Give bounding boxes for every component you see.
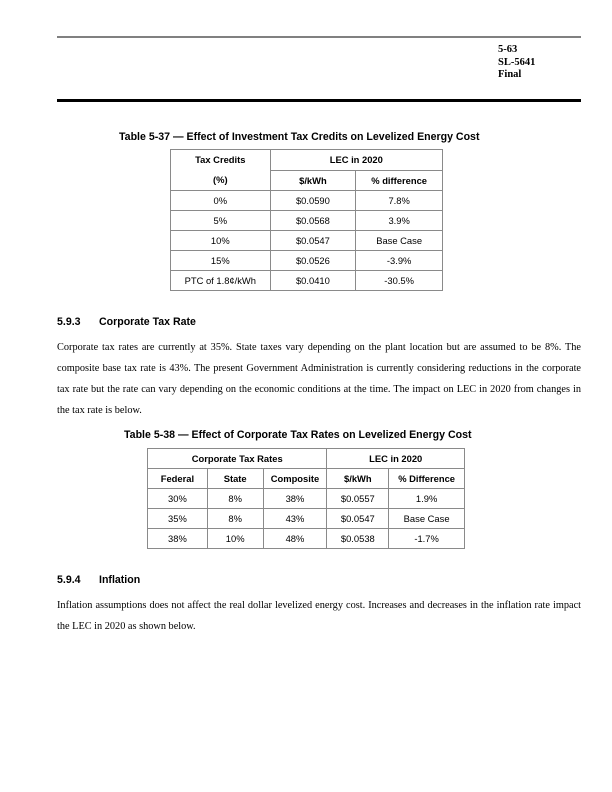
cell: 30%	[148, 489, 208, 509]
section-number: 5.9.4	[57, 574, 81, 586]
table-37-header-lec: LEC in 2020	[270, 150, 442, 171]
cell: PTC of 1.8¢/kWh	[171, 271, 271, 291]
table-38-header-diff: % Difference	[389, 469, 465, 489]
document-status: Final	[498, 69, 522, 80]
cell: -3.9%	[356, 251, 443, 271]
table-row	[171, 211, 443, 231]
cell: $0.0547	[327, 509, 389, 529]
cell: $0.0410	[270, 271, 356, 291]
table-38-header-state: State	[207, 469, 263, 489]
cell: Base Case	[389, 509, 465, 529]
cell: 10%	[171, 231, 271, 251]
table-38	[147, 448, 465, 549]
cell: 35%	[148, 509, 208, 529]
header-top-rule	[57, 36, 581, 38]
cell: Base Case	[356, 231, 443, 251]
section-title: Inflation	[99, 574, 141, 586]
cell: 10%	[207, 529, 263, 549]
cell: 0%	[171, 191, 271, 211]
section-593-paragraph: Corporate tax rates are currently at 35%. State taxes vary depending on the plant location but are assumed to be 8%. The composite base tax rate is 43%. The present Government Administration is currently considering reductions in the corporate tax rate but the rate can vary depending on the economic conditions at the time. The impact on LEC in 2020 from changes in the tax rate is below.	[57, 342, 581, 416]
table-38-caption: Table 5-38 — Effect of Corporate Tax Rates on Levelized Energy Cost	[124, 429, 472, 441]
table-row	[171, 271, 443, 291]
table-row	[171, 251, 443, 271]
page-number: 5-63	[498, 44, 518, 55]
section-heading-593	[57, 316, 196, 328]
cell: 5%	[171, 211, 271, 231]
section-number: 5.9.3	[57, 316, 81, 328]
header-bottom-rule	[57, 99, 581, 102]
cell: $0.0557	[327, 489, 389, 509]
document-id: SL-5641	[498, 56, 536, 68]
table-row	[148, 489, 465, 509]
cell: $0.0547	[270, 231, 356, 251]
cell: 8%	[207, 489, 263, 509]
cell: 8%	[207, 509, 263, 529]
cell: 15%	[171, 251, 271, 271]
table-row	[171, 231, 443, 251]
cell: 7.8%	[356, 191, 443, 211]
table-row	[148, 509, 465, 529]
cell: 38%	[148, 529, 208, 549]
page-header	[498, 44, 535, 82]
section-heading-594	[57, 574, 140, 586]
cell: -1.7%	[389, 529, 465, 549]
table-37-caption: Table 5-37 — Effect of Investment Tax Credits on Levelized Energy Cost	[119, 131, 480, 143]
cell: 38%	[263, 489, 327, 509]
table-row	[171, 191, 443, 211]
table-38-header-composite: Composite	[263, 469, 327, 489]
cell: $0.0526	[270, 251, 356, 271]
cell: $0.0590	[270, 191, 356, 211]
table-37-header-diff: % difference	[356, 170, 443, 191]
table-38-header-corporate: Corporate Tax Rates	[148, 449, 327, 469]
cell: 1.9%	[389, 489, 465, 509]
section-594-paragraph: Inflation assumptions does not affect the real dollar levelized energy cost. Increases and decreases in the inflation rate impact the LEC in 2020 as shown below.	[57, 600, 581, 632]
header-line: Tax Credits	[195, 154, 246, 165]
header-line: (%)	[213, 174, 228, 185]
table-row	[148, 529, 465, 549]
cell: 3.9%	[356, 211, 443, 231]
cell: $0.0568	[270, 211, 356, 231]
table-38-header-federal: Federal	[148, 469, 208, 489]
table-38-header-kwh: $/kWh	[327, 469, 389, 489]
cell: 48%	[263, 529, 327, 549]
table-38-header-lec: LEC in 2020	[327, 449, 465, 469]
table-37-header-kwh: $/kWh	[270, 170, 356, 191]
cell: 43%	[263, 509, 327, 529]
cell: $0.0538	[327, 529, 389, 549]
table-37-header-tax-credits	[171, 150, 271, 191]
section-title: Corporate Tax Rate	[99, 316, 196, 328]
cell: -30.5%	[356, 271, 443, 291]
table-37	[170, 149, 443, 291]
